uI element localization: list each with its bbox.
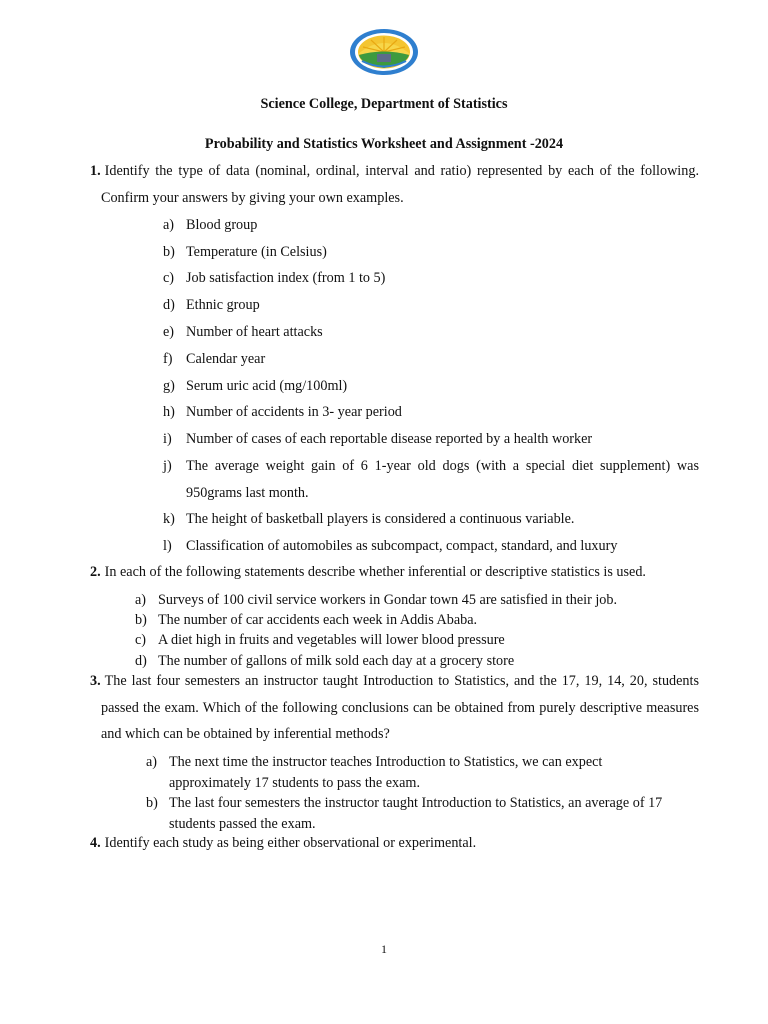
- question-number: 1.: [90, 163, 101, 179]
- item-text: The number of gallons of milk sold each day at a grocery store: [158, 653, 515, 669]
- page-number: 1: [381, 942, 387, 956]
- item-label: j): [163, 458, 172, 474]
- item-label: b): [135, 612, 147, 628]
- item-label: b): [163, 244, 175, 260]
- item-text: Job satisfaction index (from 1 to 5): [186, 270, 386, 286]
- item-label: k): [163, 511, 175, 527]
- item-text: Ethnic group: [186, 297, 260, 313]
- item-label: a): [146, 754, 158, 770]
- item-label: d): [135, 653, 147, 669]
- item-text: Number of accidents in 3- year period: [186, 404, 402, 420]
- university-logo: [349, 28, 419, 76]
- item-text: Number of cases of each reportable disease reported by a health worker: [186, 431, 593, 447]
- item-label: c): [163, 270, 175, 286]
- item-text: Classification of automobiles as subcompact, compact, standard, and luxury: [186, 538, 618, 554]
- question-1: [90, 158, 699, 211]
- item-text: The number of car accidents each week in Addis Ababa.: [158, 612, 478, 628]
- worksheet-title: Probability and Statistics Worksheet and Assignment -2024: [204, 136, 564, 152]
- question-text: In each of the following statements describe whether inferential or descriptive statistics is used.: [104, 564, 646, 580]
- item-text: The last four semesters the instructor taught Introduction to Statistics, an average of 17 students passed the exam.: [169, 795, 663, 832]
- item-text: Blood group: [186, 217, 258, 233]
- question-number: 4.: [90, 835, 101, 851]
- question-4: [90, 830, 710, 857]
- question-number: 3.: [90, 673, 101, 689]
- item-text: Serum uric acid (mg/100ml): [186, 378, 348, 394]
- question-2: [90, 559, 710, 586]
- item-text: Calendar year: [186, 351, 266, 367]
- item-label: f): [163, 351, 173, 367]
- item-text: The height of basketball players is considered a continuous variable.: [186, 511, 575, 527]
- item-label: l): [163, 538, 172, 554]
- item-label: a): [163, 217, 175, 233]
- question-text: The last four semesters an instructor taught Introduction to Statistics, and the 17, 19, 14, 20, students passed the exam. Which of the following conclusions can be obtained from purely descriptive measures and which can be obtained by inferential methods?: [101, 673, 699, 743]
- item-label: b): [146, 795, 158, 811]
- item-label: e): [163, 324, 175, 340]
- question-text: Identify each study as being either observational or experimental.: [104, 835, 477, 851]
- item-label: c): [135, 632, 147, 648]
- item-text: Temperature (in Celsius): [186, 244, 327, 260]
- item-label: g): [163, 378, 175, 394]
- item-label: i): [163, 431, 172, 447]
- item-text: A diet high in fruits and vegetables will lower blood pressure: [158, 632, 505, 648]
- item-text: Surveys of 100 civil service workers in Gondar town 45 are satisfied in their job.: [158, 592, 618, 608]
- question-3: [90, 668, 699, 748]
- item-label: h): [163, 404, 175, 420]
- question-text: Identify the type of data (nominal, ordinal, interval and ratio) represented by each of the following. Confirm your answers by giving your own examples.: [101, 163, 699, 206]
- item-label: a): [135, 592, 147, 608]
- question-number: 2.: [90, 564, 101, 580]
- item-text: The average weight gain of 6 1-year old dogs (with a special diet supplement) was 950grams last month.: [186, 458, 699, 501]
- item-label: d): [163, 297, 175, 313]
- college-heading: Science College, Department of Statistics: [260, 96, 508, 112]
- item-text: Number of heart attacks: [186, 324, 323, 340]
- item-text: The next time the instructor teaches Introduction to Statistics, we can expect approximately 17 students to pass the exam.: [169, 754, 603, 791]
